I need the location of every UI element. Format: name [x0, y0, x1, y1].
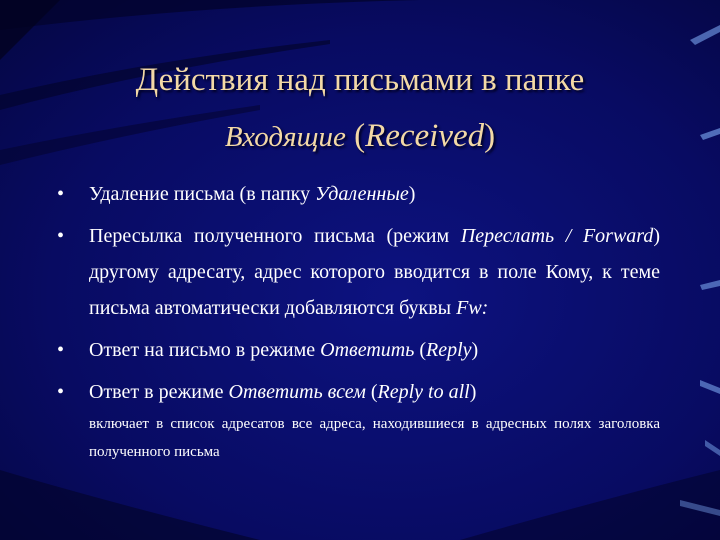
bullet-text: ) [471, 339, 479, 361]
bullet-text: Ответ на письмо в режиме [89, 339, 321, 361]
title-line-2 [60, 108, 660, 170]
bullet-small-text: включает в список адресатов все адреса, находившиеся в адресных полях заголовка полученного письма [89, 416, 660, 460]
bullet-italic-text: Ответить всем [228, 381, 366, 403]
bullet-item-reply-all [57, 374, 660, 466]
bullet-text: ) другому адресату, адрес которого вводится в поле Кому, к теме письма автоматически добавляются буквы [89, 225, 660, 319]
bullet-text: ( [365, 381, 378, 403]
bullet-text: ) [408, 183, 416, 205]
title-paren-close: ) [484, 118, 496, 154]
bullet-italic-text: Reply [426, 339, 472, 361]
bullet-list [57, 176, 660, 472]
bullet-italic-text: Переслать / Forward [460, 225, 654, 247]
title-received: Received [365, 118, 485, 154]
bullet-item-forward [57, 218, 660, 326]
bullet-text: ( [414, 339, 426, 361]
bullet-italic-text: Reply to all [377, 381, 470, 403]
bullet-marker: • [57, 183, 65, 205]
bullet-marker: • [57, 225, 65, 247]
bullet-text: Удаление письма (в папку [89, 183, 316, 205]
bullet-text: Ответ в режиме [89, 381, 229, 403]
bullet-marker: • [57, 381, 65, 403]
bullet-italic-text: Ответить [320, 339, 415, 361]
bullet-item-reply [57, 332, 660, 368]
title-line-1: Действия над письмами в папке [135, 62, 585, 98]
bullet-italic-text: Fw: [456, 297, 489, 319]
title-folder-name: Входящие [224, 121, 346, 153]
title-paren-open: ( [345, 118, 366, 154]
bullet-item-delete [57, 176, 660, 212]
bullet-text: Пересылка полученного письма (режим [89, 225, 461, 247]
bullet-italic-text: Удаленные [315, 183, 409, 205]
bullet-text: ) [469, 381, 477, 403]
bullet-marker: • [57, 339, 65, 361]
slide-title [60, 52, 660, 170]
